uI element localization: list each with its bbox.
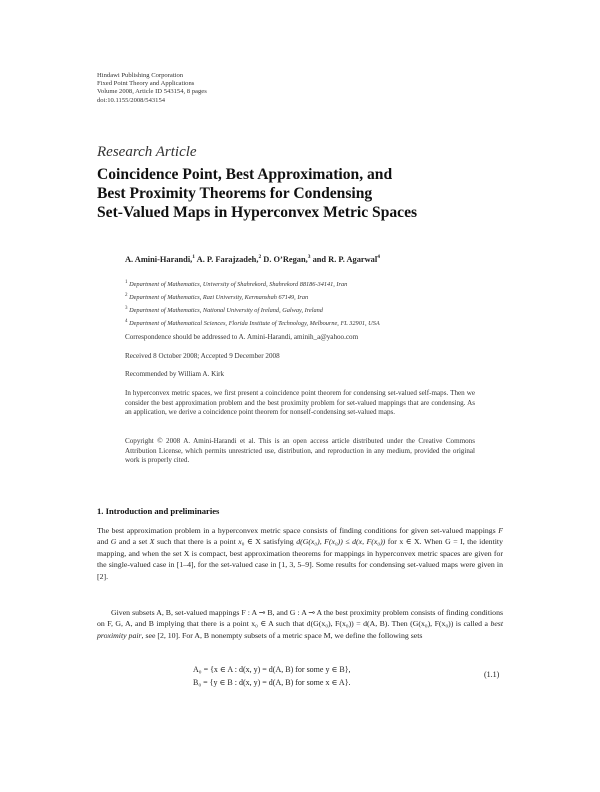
recommended-by: Recommended by William A. Kirk: [125, 370, 225, 378]
paper-title: [97, 165, 517, 222]
affiliation-4: $^4$ Department of Mathematical Sciences, Florida Institute of Technology, Melbourne, FL 32901, USA: [125, 319, 380, 328]
author-1: A. Amini-Harandi,: [125, 254, 193, 264]
affiliations: [125, 277, 380, 329]
affiliation-3: $^3$ Department of Mathematics, National University of Ireland, Galway, Ireland: [125, 306, 323, 315]
correspondence: Correspondence should be addressed to A. Amini-Harandi, aminih_a@yahoo.com: [125, 333, 359, 341]
title-line-3: Set-Valued Maps in Hyperconvex Metric Spaces: [97, 204, 418, 221]
equation-line-1: A₀ = {x ∈ A : d(x, y) = d(A, B) for some y ∈ B},: [193, 665, 351, 674]
author-1-affil: 1: [192, 254, 195, 260]
affiliation-1: $^1$ Department of Mathematics, University of Shahrekord, Shahrekord 88186-34141, Iran: [125, 280, 348, 289]
section-heading: 1. Introduction and preliminaries: [97, 506, 220, 516]
author-2-affil: 2: [258, 254, 262, 260]
author-4: and R. P. Agarwal: [312, 254, 378, 264]
doi[interactable]: doi:10.1155/2008/543154: [97, 96, 166, 104]
article-type: Research Article: [97, 144, 197, 160]
author-3: D. O’Regan,: [263, 254, 308, 264]
publisher: Hindawi Publishing Corporation: [97, 72, 184, 79]
author-4-affil: 4: [377, 254, 380, 260]
paragraph-1: The best approximation problem in a hyperconvex metric space consists of finding conditions for given set-valued mappings F and G and a set X such that there is a point x₀ ∈ X satisfying d(G(x₀), F(x₀)) ≤ d(x, F(x₀)) for x ∈ X. When G = I, the identity mapping, and when the set X is compact, best approximation theorems for mappings in hyperconvex metric spaces are given for the single-valued case in [1–4], for the set-valued case in [1, 3, 5–9]. Some results for condensing set-valued maps were given in [2].: [97, 526, 503, 581]
affiliation-2: $^2$ Department of Mathematics, Razi University, Kermanshah 67149, Iran: [125, 293, 309, 302]
equation-number: (1.1): [484, 670, 500, 679]
title-line-2: Best Proximity Theorems for Condensing: [97, 185, 373, 202]
abstract: In hyperconvex metric spaces, we first present a coincidence point theorem for condensing set-valued self-maps. Then we consider the best approximation problem and the best proximity problem for set-valued mappings that are condensing. As an application, we derive a coincidence point theorem for nonself-condensing set-valued maps.: [125, 389, 475, 417]
journal-name: Fixed Point Theory and Applications: [97, 80, 195, 88]
author-list: [125, 254, 380, 264]
title-line-1: Coincidence Point, Best Approximation, and: [97, 166, 393, 183]
author-3-affil: 3: [307, 254, 311, 260]
equation-1-1: [193, 663, 351, 689]
equation-line-2: B₀ = {y ∈ B : d(x, y) = d(A, B) for some x ∈ A}.: [193, 678, 351, 687]
received-dates: Received 8 October 2008; Accepted 9 December 2008: [125, 352, 280, 360]
copyright-notice: Copyright © 2008 A. Amini-Harandi et al. This is an open access article distributed under the Creative Commons Attribution License, which permits unrestricted use, distribution, and reproduction in any medium, provided the original work is properly cited.: [125, 437, 475, 465]
volume-info: Volume 2008, Article ID 543154, 8 pages: [97, 88, 207, 96]
author-2: A. P. Farajzadeh,: [196, 254, 259, 264]
journal-header: [97, 72, 207, 105]
paragraph-2: Given subsets A, B, set-valued mappings F : A ⊸ B, and G : A ⊸ A the best proximity problem consists of finding conditions on F, G, A, and B implying that there is a point x₀ ∈ A such that d(G(x₀), F(x₀)) = d(A, B). Then (G(x₀), F(x₀)) is called a best proximity pair, see [2, 10]. For A, B nonempty subsets of a metric space M, we define the following sets: [97, 608, 503, 640]
